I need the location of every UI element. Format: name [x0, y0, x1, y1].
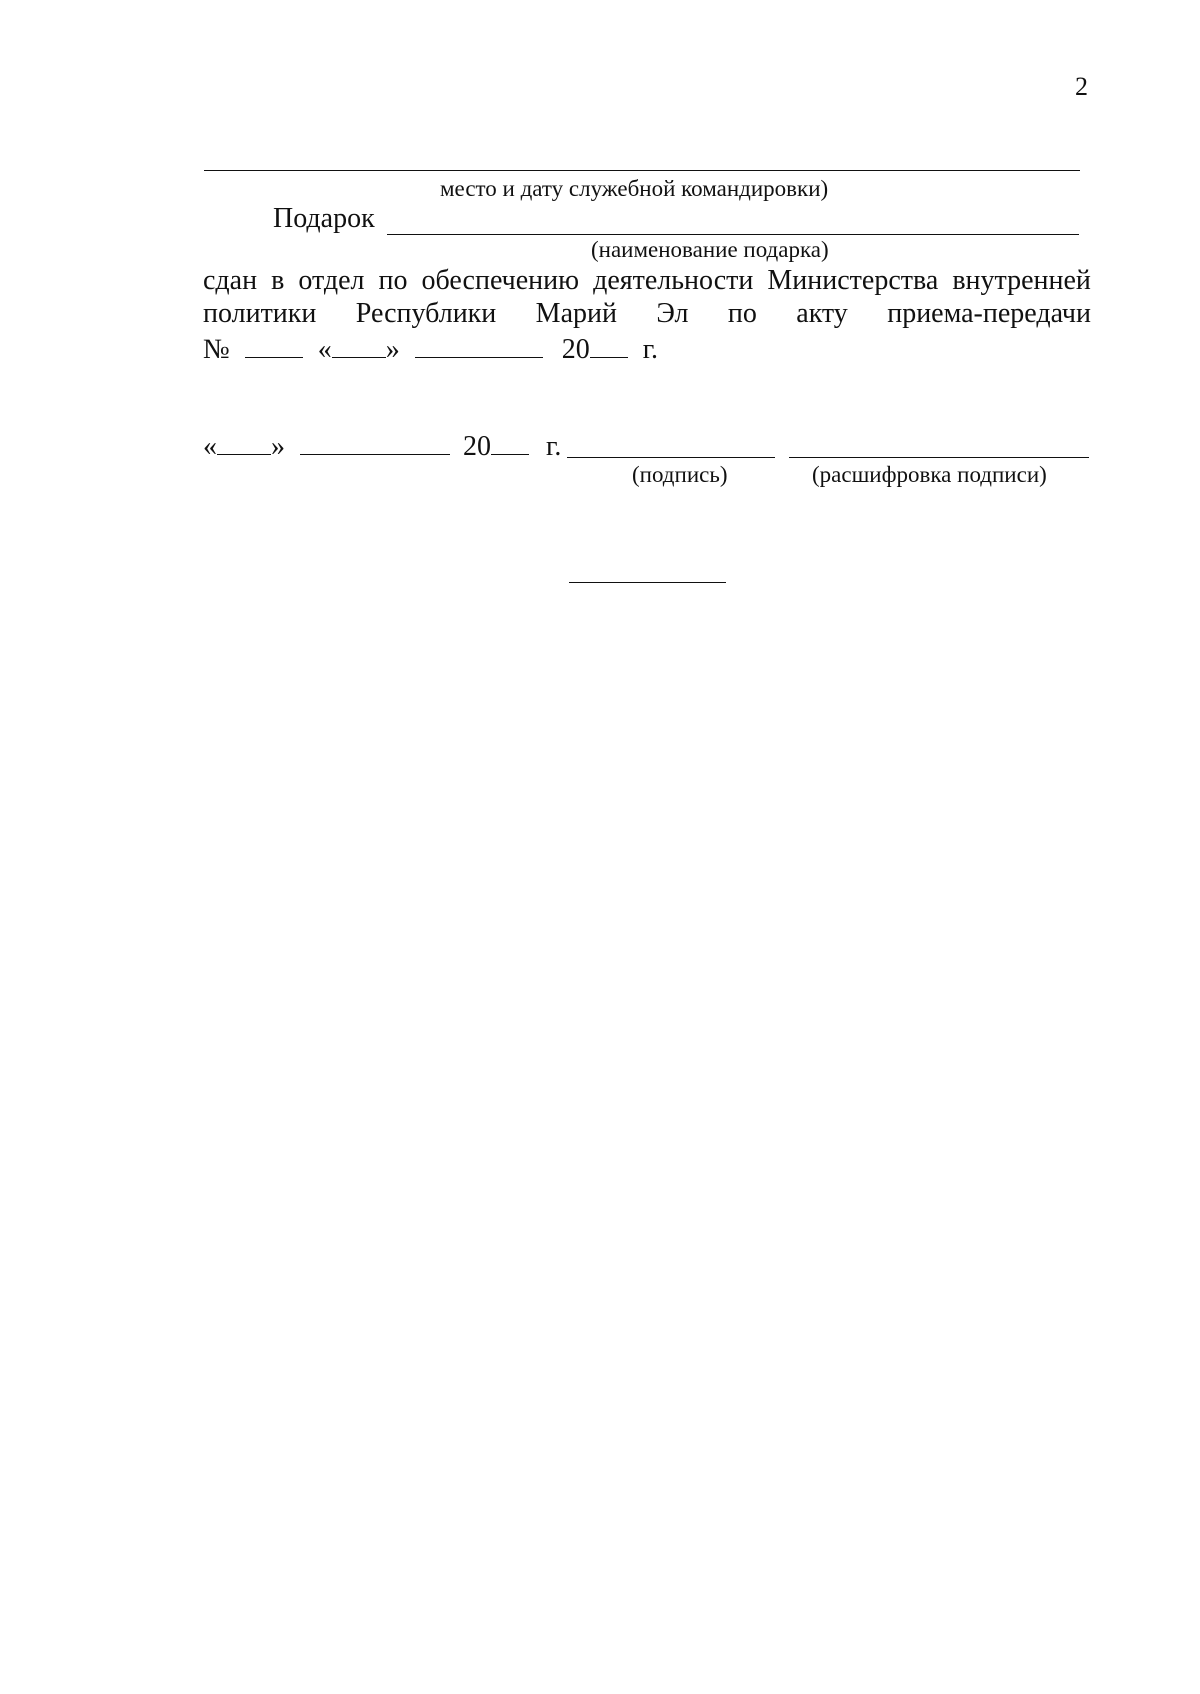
- body-word: деятельности: [593, 265, 754, 296]
- body-word: политики: [203, 298, 317, 329]
- signature-date-line: [203, 431, 561, 463]
- month-blank: [415, 335, 543, 358]
- gift-blank-line: [387, 234, 1079, 235]
- body-word: в: [271, 265, 285, 296]
- body-word: по: [378, 265, 408, 296]
- body-word: Марий: [535, 298, 617, 329]
- year-blank: [590, 335, 628, 358]
- body-line-1: [203, 265, 1091, 297]
- body-word: по: [727, 298, 757, 329]
- body-word: Республики: [355, 298, 497, 329]
- trip-blank-line: [204, 170, 1080, 171]
- gift-label: Подарок: [273, 203, 375, 234]
- gift-caption: (наименование подарка): [591, 237, 829, 262]
- decoding-blank-line: [789, 457, 1089, 458]
- decoding-caption: (расшифровка подписи): [812, 462, 1047, 487]
- quote-open: «: [317, 334, 332, 365]
- body-word: акту: [796, 298, 848, 329]
- signature-blank-line: [567, 457, 775, 458]
- act-number-blank: [245, 335, 303, 358]
- year-blank: [491, 432, 529, 455]
- year-suffix: г.: [642, 334, 659, 365]
- body-word: отдел: [298, 265, 365, 296]
- signature-caption: (подпись): [632, 462, 728, 487]
- body-word: сдан: [203, 265, 258, 296]
- body-word: внутренней: [952, 265, 1091, 296]
- quote-close: »: [271, 431, 285, 462]
- body-line-2: [203, 298, 1091, 330]
- month-blank: [300, 432, 450, 455]
- number-sign: №: [203, 334, 230, 365]
- body-word: Министерства: [767, 265, 939, 296]
- year-suffix: г.: [546, 431, 562, 462]
- body-word: Эл: [656, 298, 689, 329]
- trip-caption: место и дату служебной командировки): [440, 176, 829, 201]
- day-blank: [217, 432, 271, 455]
- page-number: 2: [1075, 72, 1088, 101]
- quote-open: «: [203, 431, 217, 462]
- body-word: приема-передачи: [887, 298, 1091, 329]
- year-prefix: 20: [463, 431, 491, 462]
- end-divider: [569, 582, 726, 583]
- quote-close: »: [385, 334, 400, 365]
- year-prefix: 20: [561, 334, 590, 365]
- body-word: обеспечению: [421, 265, 580, 296]
- day-blank: [332, 335, 386, 358]
- act-number-date-line: [203, 334, 658, 366]
